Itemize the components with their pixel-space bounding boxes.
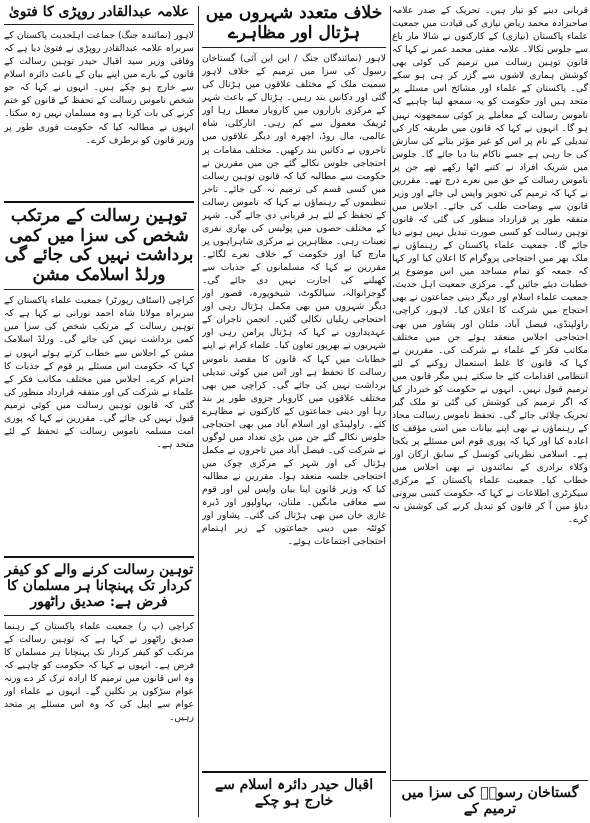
divider: [202, 771, 386, 773]
world-islamic-mission-headline: توہین رسالت کے مرتکب شخص کی سزا میں کمی برداشت نہیں کی جائے گی ورلڈ اسلامک مشن: [4, 206, 194, 285]
divider: [4, 556, 194, 558]
world-islamic-mission-body: کراچی (اسٹاف رپورٹر) جمعیت علماء پاکستان کے سربراہ مولانا شاہ احمد نورانی نے کہا ہے کہ توہین رسالت کے مرتکب شخص کی سزا میں کمی برداشت نہیں کی جائے گی۔ ورلڈ اسلامک مشن کے اجلاس سے خطاب کرتے ہوئے انہوں نے کہا کہ حکومت اس مسئلے پر قوم کے جذبات کا احترام کرے۔ اجلاس میں مختلف مکاتب فکر کے علماء نے شرکت کی اور متفقہ قرارداد منظور کی گئی کہ قانون توہین رسالت میں کوئی ترمیم قبول نہیں کی جائے گی۔ مقررین نے کہا کہ پوری امت مسلمہ ناموس رسالت کے تحفظ کے لئے متحد ہے۔: [4, 295, 194, 450]
divider: [202, 47, 386, 48]
divider: [4, 289, 194, 290]
middle-column-bottom-headline: اقبال حیدر دائرہ اسلام سے خارج ہو چکے: [214, 777, 374, 810]
divider: [4, 615, 194, 616]
middle-column: [202, 4, 386, 819]
siddiq-rathore-body: کراچی (پ ر) جمعیت علماء پاکستان کے رہنما صدیق راٹھور نے کہا ہے کہ توہین رسالت کے مرتکب کو کیفر کردار تک پہنچانا ہر مسلمان کا فرض ہے۔ انہوں نے کہا کہ حکومت کو چاہیے کہ وہ اس قانون میں ترمیم کا ارادہ ترک کر دے ورنہ عوام سڑکوں پر نکلیں گے۔ انہوں نے علماء اور عوام سے اپیل کی کہ وہ اس مسئلے پر متحد رہیں۔: [4, 620, 194, 723]
middle-column-headline: خلاف متعدد شہروں میں ہڑتال اور مظاہرے: [205, 4, 383, 43]
siddiq-rathore-headline: توہین رسالت کرنے والے کو کیفر کردار تک پہنچانا ہر مسلمان کا فرض ہے: صدیق راٹھور: [4, 562, 194, 611]
fatwa-headline: علامہ عبدالقادر روپڑی کا فتویٰ: [8, 4, 190, 20]
right-column-body: قربانی دینے کو تیار ہیں۔ تحریک کے صدر علامہ صاحبزادہ محمد ریاض نیازی کی قیادت میں جمعیت علماء پاکستان (نیازی) کے کارکنوں نے شالا مار باغ سے جلوس نکالا۔ علامہ مفتی محمد عمر نے کہا کہ قانون توہین رسالت میں ترمیم کی کوئی بھی کوشش ہماری لاشوں سے گزر کر ہی ہو سکے گی۔ پاکستان کے علماء اور مشائخ اس مسئلے پر متحد ہیں اور حکومت کو یہ سمجھ لینا چاہیے کہ ناموس رسالت کے معاملے پر کوئی سمجھوتہ نہیں ہو گا۔ انہوں نے کہا کہ قانون میں طریقہ کار کی تبدیلی کے نام پر اس کو غیر مؤثر بنانے کی سازش کی جا رہی ہے جسے ناکام بنا دیا جائے گا۔ جلوس میں شریک افراد نے کتبے اٹھا رکھے تھے جن پر ناموس رسالت کے حق میں نعرے درج تھے۔ مقررین نے کہا کہ ترمیم کی تجویز واپس لی جائے اور وزیر قانون سے وضاحت طلب کی جائے۔ اجلاس میں متفقہ طور پر قرارداد منظور کی گئی کہ قانون توہین رسالت کو کسی صورت تبدیل نہیں ہونے دیا جائے گا۔ جمعیت علماء پاکستان کے رہنماؤں نے ملک بھر میں احتجاجی پروگرام کا اعلان کیا اور کہا کہ جمعہ کو تمام مساجد میں اس موضوع پر خطبات دیئے جائیں گے۔ مرکزی جمعیت اہل حدیث، جمعیت علماء اسلام اور دیگر دینی جماعتوں نے بھی احتجاج میں شرکت کا اعلان کیا۔ لاہور، کراچی، راولپنڈی، فیصل آباد، ملتان اور پشاور میں بھی احتجاجی اجلاس منعقد ہوئے جن میں مختلف مکاتب فکر کے علماء نے شرکت کی۔ مقررین نے کہا کہ قانون کا غلط استعمال روکنے کے لئے انتظامی اقدامات کئے جا سکتے ہیں مگر قانون میں ترمیم قبول نہیں۔ انہوں نے حکومت کو خبردار کیا کہ اگر ترمیم کی کوشش کی گئی تو ملک گیر تحریک چلائی جائے گی۔ تحفظ ناموس رسالت محاذ کے رہنماؤں نے بھی اپنے بیانات میں اسی مؤقف کا اعادہ کیا اور کہا کہ پوری قوم اس مسئلے پر یکجا ہے۔ اسلامی نظریاتی کونسل کے سابق ارکان اور وکلاء برادری کے نمائندوں نے بھی اجلاس میں خطاب کیا۔ جمعیت علماء پاکستان کے مرکزی سیکرٹری اطلاعات نے کہا کہ حکومت کسی بیرونی دباؤ میں آ کر قانون کو تبدیل کرنے کی کوشش نہ کرے۔: [392, 5, 588, 526]
middle-column-body: لاہور (نمائندگان جنگ / این این آئی) گستاخان رسول کی سزا میں ترمیم کے خلاف لاہور سمیت ملک کے مختلف علاقوں میں ہڑتال کی گئی اور دکانیں بند رہیں۔ ہڑتال کے باعث شہر کے مرکزی بازاروں میں کاروبار معطل رہا اور ٹریفک معمول سے کم رہی۔ انارکلی، شاہ عالمی، مال روڈ، اچھرہ اور دیگر علاقوں میں تاجروں نے دکانیں بند رکھیں۔ مختلف مقامات پر احتجاجی جلوس نکالے گئے جن میں مقررین نے حکومت سے مطالبہ کیا کہ قانون توہین رسالت میں کسی قسم کی ترمیم نہ کی جائے۔ تاجر تنظیموں کے رہنماؤں نے کہا کہ ناموس رسالت کے تحفظ کے لئے ہر قربانی دی جائے گی۔ شہر کے مختلف حصوں میں پولیس کی بھاری نفری تعینات رہی۔ مظاہرین نے مرکزی شاہراہوں پر مارچ کیا اور حکومت کے خلاف نعرے لگائے۔ مقررین نے کہا کہ مسلمانوں کے جذبات سے کھیلنے کی اجازت نہیں دی جائے گی۔ گوجرانوالہ، سیالکوٹ، شیخوپورہ، قصور اور دیگر شہروں میں بھی مکمل ہڑتال رہی اور احتجاجی ریلیاں نکالی گئیں۔ انجمن تاجران کے عہدیداروں نے کہا کہ ہڑتال پرامن رہی اور شہریوں نے بھرپور تعاون کیا۔ علماء کرام نے اپنے خطابات میں کہا کہ قانون کا مقصد ناموس رسالت کا تحفظ ہے اور اس میں کوئی تبدیلی برداشت نہیں کی جائے گی۔ کراچی میں بھی مختلف علاقوں میں کاروبار جزوی طور پر بند رہا اور دینی جماعتوں کے کارکنوں نے مظاہرے کئے۔ راولپنڈی اور اسلام آباد میں بھی احتجاجی جلوس نکالے گئے جن میں بڑی تعداد میں لوگوں نے شرکت کی۔ فیصل آباد میں تاجروں نے مکمل ہڑتال کی اور شہر کے مرکزی چوک میں احتجاجی جلسہ منعقد ہوا۔ مقررین نے مطالبہ کیا کہ وزیر قانون اپنا بیان واپس لیں اور قوم سے معافی مانگیں۔ ملتان، بہاولپور اور ڈیرہ غازی خان میں بھی ہڑتال کی گئی۔ پشاور اور کوئٹہ میں دینی جماعتوں کے زیر اہتمام احتجاجی اجتماعات ہوئے۔: [202, 53, 386, 548]
column-divider: [390, 6, 391, 817]
divider: [4, 24, 194, 25]
column-divider: [198, 6, 199, 817]
divider: [4, 201, 194, 203]
fatwa-body: لاہور (نمائندہ جنگ) جماعت اہلحدیث پاکستان کے سربراہ علامہ عبدالقادر روپڑی نے فتویٰ دیا ہے کہ وفاقی وزیر سید اقبال حیدر توہین رسالت کے قانون کے بارے میں اپنے بیان کے باعث دائرہ اسلام سے خارج ہو چکے ہیں۔ انہوں نے کہا کہ جو شخص ناموس رسالت کے تحفظ کے قانون کو ختم کرنے کی بات کرتا ہے وہ مسلمان نہیں رہ سکتا۔ انہوں نے مطالبہ کیا کہ حکومت فوری طور پر وزیر قانون کو برطرف کرے۔: [4, 30, 194, 146]
left-column: [4, 4, 194, 819]
right-column-bottom-headline: گستاخان رسولؐ کی سزا میں ترمیم کے: [401, 785, 579, 818]
divider: [392, 780, 588, 781]
right-column: [392, 4, 588, 819]
